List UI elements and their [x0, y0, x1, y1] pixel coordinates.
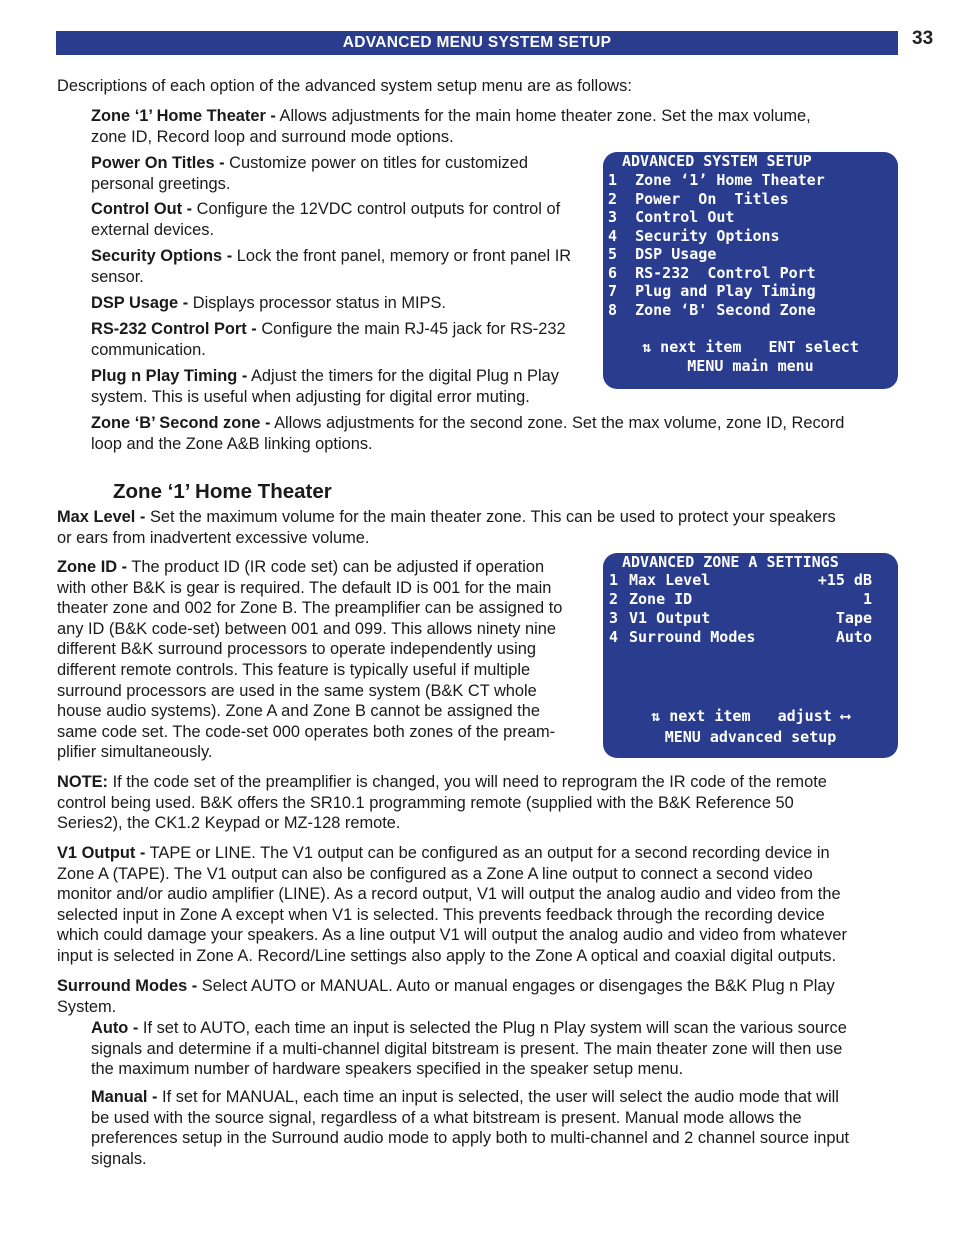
menu-item-control-out: 3 Control Out [608, 208, 735, 226]
option-security-options: Security Options - Lock the front panel, memory or front panel IR sensor. [91, 247, 572, 286]
advanced-system-setup-screen [603, 152, 898, 389]
option-term: Control Out - [91, 200, 193, 218]
option-term: Zone ‘1’ Home Theater - [91, 107, 276, 125]
screen-nav-hint: ⇅ next item ENT select [642, 338, 859, 356]
option-control-out: Control Out - Configure the 12VDC control outputs for control of external devices. [91, 200, 561, 239]
screen-nav-hint: ⇅ next item adjust ⟷ [651, 707, 850, 725]
option-term: DSP Usage - [91, 294, 189, 312]
screen-menu-hint: MENU main menu [687, 357, 814, 375]
menu-item-plug-and-play: 7 Plug and Play Timing [608, 282, 816, 300]
option-term: Plug n Play Timing - [91, 367, 248, 385]
option-zone1: Zone ‘1’ Home Theater - Allows adjustments for the main home theater zone. Set the max volume, zone ID, Record loop and surround mode options. [91, 107, 811, 146]
page-number: 33 [912, 28, 934, 49]
menu-item-zone1: 1 Zone ‘1’ Home Theater [608, 171, 825, 189]
option-term: Security Options - [91, 247, 233, 265]
v1-output-text: V1 Output - TAPE or LINE. The V1 output can be configured as an output for a second recording device in Zone A (TAPE). The V1 output can also be configured as a Zone A line output to connect a second video monitor and/or audio amplifier (LINE). As a record output, V1 will output the analog audio and video from the selected input in Zone A except when V1 is selected. This prevents feedback through the recording device which could damage your speakers. As a line output V1 will output the analog audio and video from whatever input is selected in Zone A. Record/Line settings also apply to the Zone A optical and coaxial digital outputs. [57, 844, 847, 965]
option-term: Zone ‘B’ Second zone - [91, 414, 271, 432]
surround-modes-text: Surround Modes - Select AUTO or MANUAL. Auto or manual engages or disengages the B&K Plug n Play System. [57, 977, 835, 1016]
term-zone-id: Zone ID - [57, 558, 128, 576]
advanced-zone-a-settings-screen [603, 553, 898, 758]
term-surround-modes: Surround Modes - [57, 977, 198, 995]
header-bar [56, 31, 898, 55]
term-v1-output: V1 Output - [57, 844, 146, 862]
menu-item-zone-b: 8 Zone ‘B' Second Zone [608, 300, 816, 319]
option-zone-b: Zone ‘B’ Second zone - Allows adjustments for the second zone. Set the max volume, zone ID, Record loop and the Zone A&B linking options. [91, 414, 845, 453]
setting-value: 1 [862, 590, 872, 608]
term-auto: Auto - [91, 1019, 139, 1037]
screen-title: ADVANCED SYSTEM SETUP [622, 152, 812, 170]
term-manual: Manual - [91, 1088, 158, 1106]
note-text: NOTE: If the code set of the preamplifier is changed, you will need to reprogram the IR code of the remote control being used. B&K offers the SR10.1 programming remote (supplied with the B&K Reference 50 Series2), the CK1.2 Keypad or MZ-128 remote. [57, 773, 827, 833]
section-heading: Zone ‘1’ Home Theater [113, 480, 332, 503]
menu-item-power-on-titles: 2 Power On Titles [608, 189, 789, 208]
page-title: ADVANCED MENU SYSTEM SETUP [342, 34, 612, 51]
setting-max-level: 1 Max Level +15 dB [609, 571, 872, 589]
option-term: Power On Titles - [91, 154, 225, 172]
menu-item-dsp-usage: 5 DSP Usage [608, 245, 717, 263]
option-dsp-usage: DSP Usage - Displays processor status in MIPS. [91, 294, 446, 312]
manual-text: Manual - If set for MANUAL, each time an input is selected, the user will select the audio mode that will be used with the source signal, regardless of a what bitstream is present. Manual mode allows the preferences setup in the Surround audio mode to apply both to multi-channel and 2 channel source input signals. [91, 1088, 850, 1168]
option-power-on-titles: Power On Titles - Customize power on titles for customized personal greetings. [91, 154, 528, 193]
setting-zone-id: 2 Zone ID 1 [609, 590, 872, 608]
option-plug-n-play: Plug n Play Timing - Adjust the timers for the digital Plug n Play system. This is useful when adjusting for digital error muting. [91, 367, 559, 406]
setting-value: Tape [835, 609, 872, 627]
auto-text: Auto - If set to AUTO, each time an input is selected the Plug n Play system will scan the various source signals and determine if a multi-channel digital bitstream is present. The main theater zone will then use the maximum number of hardware speakers specified in the speaker setup menu. [91, 1019, 847, 1079]
screen-title: ADVANCED ZONE A SETTINGS [622, 553, 839, 571]
screen-menu-hint: MENU advanced setup [664, 728, 837, 746]
setting-surround-modes: 4 Surround Modes Auto [609, 628, 872, 646]
setting-v1-output: 3 V1 Output Tape [609, 609, 872, 627]
setting-value: Auto [835, 628, 872, 646]
term-max-level: Max Level - [57, 508, 146, 526]
zone-id-text: Zone ID - The product ID (IR code set) can be adjusted if operation with other B&K is gear is required. The default ID is 001 for the main theater zone and 002 for Zone B. The preamplifier can be assigned to any ID (B&K code-set) between 001 and 099. This allows ninety nine different B&K surround processors to operate independently using different remote controls. This feature is typically useful if multiple surround processors are used in the same system (B&K CT whole house audio systems). Zone A and Zone B cannot be assigned the same code set. The code-set 000 operates both zones of the pream- plifier simultaneously. [57, 558, 563, 762]
max-level-text: Max Level - Set the maximum volume for the main theater zone. This can be used to protect your speakers or ears from inadvertent excessive volume. [57, 508, 836, 547]
menu-item-security-options: 4 Security Options [608, 226, 780, 245]
option-term: RS-232 Control Port - [91, 320, 257, 338]
setting-value: +15 dB [817, 571, 872, 589]
intro-text: Descriptions of each option of the advanced system setup menu are as follows: [57, 77, 632, 95]
menu-item-rs232: 6 RS-232 Control Port [608, 263, 816, 282]
option-rs232: RS-232 Control Port - Configure the main RJ-45 jack for RS-232 communication. [91, 320, 566, 359]
term-note: NOTE: [57, 773, 108, 791]
